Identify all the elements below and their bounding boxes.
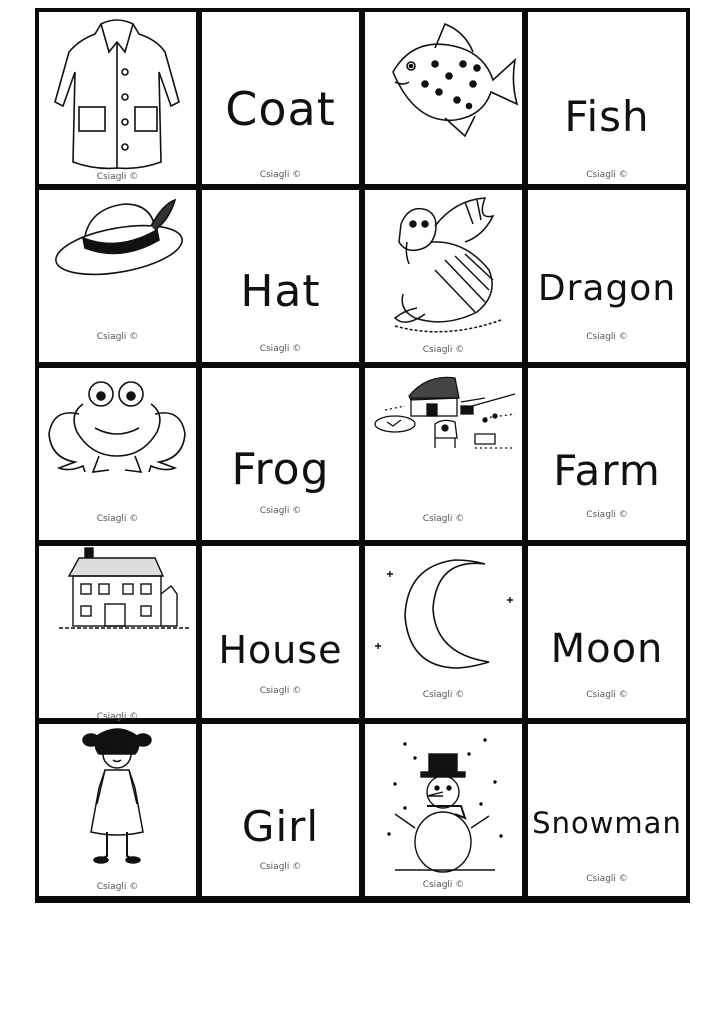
credit-label: Csiagli © [586, 170, 628, 180]
coat-icon [39, 12, 196, 184]
card-girl-picture [39, 724, 196, 896]
credit-label: Csiagli © [259, 506, 302, 516]
word-label: House [218, 628, 343, 672]
credit-label: Csiagli © [259, 686, 302, 696]
credit-label: Csiagli © [96, 712, 139, 722]
word-label: Hat [240, 266, 321, 317]
credit-label: Csiagli © [259, 862, 302, 872]
word-label: Moon [550, 626, 664, 672]
card-coat-picture [39, 12, 196, 184]
card-fish-word [528, 12, 686, 184]
card-moon-picture [365, 546, 522, 718]
card-dragon-word [528, 190, 686, 362]
credit-label: Csiagli © [586, 510, 628, 520]
credit-label: Csiagli © [96, 514, 139, 524]
credit-label: Csiagli © [96, 882, 139, 892]
card-house-picture [39, 546, 196, 722]
card-house-word [202, 546, 359, 718]
word-label: Frog [231, 444, 330, 495]
card-frog-picture [39, 368, 196, 540]
word-label: Farm [553, 446, 661, 495]
card-snowman-picture [365, 724, 522, 896]
credit-label: Csiagli © [96, 332, 139, 342]
credit-label: Csiagli © [586, 690, 628, 700]
word-label: Dragon [537, 268, 677, 309]
word-label: Snowman [532, 806, 682, 840]
word-label: Coat [225, 82, 336, 136]
card-farm-word [528, 368, 686, 540]
card-moon-word [528, 546, 686, 718]
card-girl-word [202, 724, 359, 896]
credit-label: Csiagli © [96, 172, 139, 182]
credit-label: Csiagli © [586, 332, 628, 342]
card-frog-word [202, 368, 359, 540]
word-label: Fish [564, 92, 650, 141]
dragon-icon [365, 190, 522, 362]
card-fish-picture [365, 12, 522, 184]
card-hat-picture [39, 190, 196, 362]
credit-label: Csiagli © [259, 170, 302, 180]
card-dragon-picture [365, 190, 522, 362]
credit-label: Csiagli © [422, 690, 465, 700]
snowman-icon [365, 724, 522, 896]
credit-label: Csiagli © [422, 345, 465, 355]
flashcard-sheet [35, 8, 690, 903]
credit-label: Csiagli © [422, 880, 465, 890]
credit-label: Csiagli © [586, 874, 628, 884]
card-hat-word [202, 190, 359, 362]
credit-label: Csiagli © [259, 344, 302, 354]
house-icon [39, 546, 196, 718]
card-coat-word [202, 12, 359, 184]
card-farm-picture [365, 368, 522, 540]
card-snowman-word [528, 724, 686, 896]
girl-icon [39, 724, 196, 896]
fish-icon [365, 12, 522, 184]
word-label: Girl [241, 802, 320, 851]
credit-label: Csiagli © [422, 514, 465, 524]
